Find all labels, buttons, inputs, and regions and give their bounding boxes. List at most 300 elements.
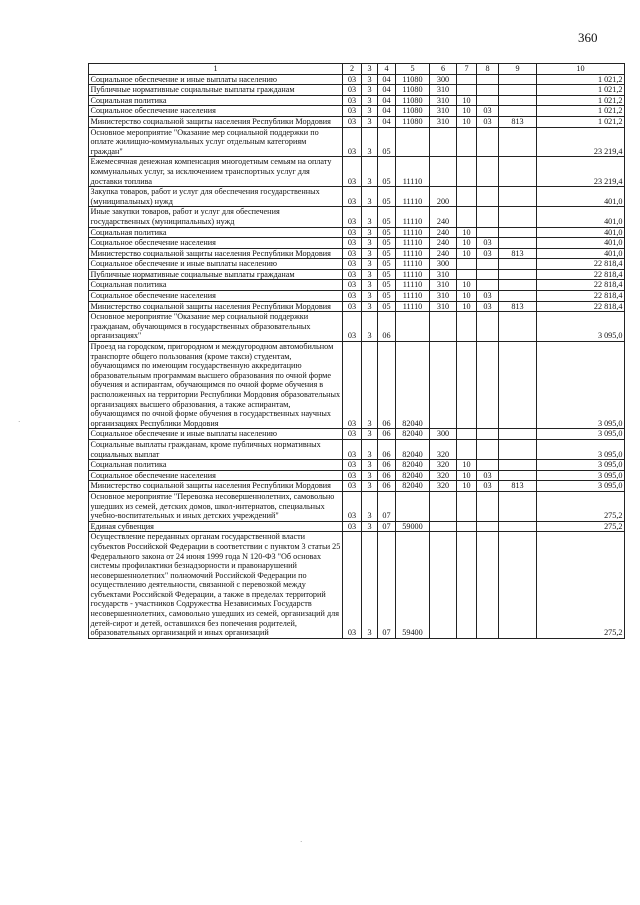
row-code-cell — [396, 127, 430, 157]
row-name-cell: Публичные нормативные социальные выплаты гражданам — [89, 85, 343, 96]
row-code-cell: 59000 — [396, 521, 430, 532]
row-code-cell: 11110 — [396, 157, 430, 187]
row-code-cell — [457, 85, 477, 96]
row-code-cell: 3 — [362, 187, 378, 207]
row-amount-cell: 23 219,4 — [537, 127, 625, 157]
row-code-cell: 04 — [378, 106, 396, 117]
row-code-cell: 03 — [477, 116, 499, 127]
row-code-cell: 05 — [378, 187, 396, 207]
row-code-cell: 05 — [378, 207, 396, 227]
row-code-cell — [499, 470, 537, 481]
row-code-cell — [430, 342, 457, 429]
row-code-cell: 11110 — [396, 248, 430, 259]
row-code-cell: 3 — [362, 521, 378, 532]
row-code-cell: 03 — [343, 157, 362, 187]
column-header: 10 — [537, 64, 625, 75]
row-code-cell: 310 — [430, 291, 457, 302]
row-code-cell: 03 — [477, 470, 499, 481]
row-code-cell — [499, 157, 537, 187]
row-code-cell: 10 — [457, 106, 477, 117]
row-code-cell: 11080 — [396, 85, 430, 96]
row-code-cell: 11110 — [396, 301, 430, 312]
row-code-cell: 82040 — [396, 460, 430, 471]
row-code-cell: 04 — [378, 85, 396, 96]
row-amount-cell: 401,0 — [537, 227, 625, 238]
table-row — [89, 301, 625, 312]
row-code-cell — [457, 439, 477, 459]
row-code-cell: 03 — [343, 269, 362, 280]
row-code-cell: 03 — [343, 74, 362, 85]
row-code-cell: 310 — [430, 280, 457, 291]
row-code-cell: 3 — [362, 157, 378, 187]
row-code-cell: 10 — [457, 460, 477, 471]
row-code-cell: 82040 — [396, 342, 430, 429]
row-code-cell — [477, 157, 499, 187]
row-code-cell — [499, 207, 537, 227]
row-code-cell: 320 — [430, 470, 457, 481]
row-amount-cell: 3 095,0 — [537, 470, 625, 481]
row-code-cell: 07 — [378, 521, 396, 532]
row-code-cell: 11080 — [396, 106, 430, 117]
row-code-cell — [477, 342, 499, 429]
row-code-cell: 03 — [343, 187, 362, 207]
row-code-cell: 11110 — [396, 227, 430, 238]
row-code-cell — [430, 532, 457, 639]
row-name-cell: Министерство социальной защиты населения Республики Мордовия — [89, 481, 343, 492]
row-code-cell: 03 — [343, 521, 362, 532]
row-code-cell: 300 — [430, 259, 457, 270]
row-amount-cell: 1 021,2 — [537, 95, 625, 106]
table-row — [89, 95, 625, 106]
row-code-cell: 240 — [430, 248, 457, 259]
row-code-cell — [477, 491, 499, 521]
row-code-cell — [499, 74, 537, 85]
column-header: 2 — [343, 64, 362, 75]
row-name-cell: Социальное обеспечение населения — [89, 106, 343, 117]
row-code-cell: 310 — [430, 95, 457, 106]
row-code-cell: 10 — [457, 227, 477, 238]
row-code-cell: 10 — [457, 470, 477, 481]
row-code-cell: 320 — [430, 460, 457, 471]
row-code-cell: 03 — [343, 280, 362, 291]
row-code-cell: 10 — [457, 238, 477, 249]
row-code-cell — [457, 342, 477, 429]
table-body — [89, 74, 625, 638]
table-row — [89, 106, 625, 117]
row-code-cell: 3 — [362, 532, 378, 639]
row-code-cell: 813 — [499, 481, 537, 492]
row-code-cell: 200 — [430, 187, 457, 207]
row-code-cell — [499, 429, 537, 440]
scan-mark: · — [300, 838, 303, 846]
row-name-cell: Социальное обеспечение населения — [89, 470, 343, 481]
row-code-cell — [499, 280, 537, 291]
row-code-cell — [477, 127, 499, 157]
row-code-cell: 05 — [378, 291, 396, 302]
row-code-cell: 11110 — [396, 259, 430, 270]
row-code-cell — [457, 312, 477, 342]
row-code-cell — [499, 491, 537, 521]
table-row — [89, 429, 625, 440]
row-name-cell: Социальное обеспечение и иные выплаты населению — [89, 259, 343, 270]
row-code-cell: 06 — [378, 460, 396, 471]
row-code-cell: 310 — [430, 301, 457, 312]
row-code-cell: 3 — [362, 439, 378, 459]
table-row — [89, 74, 625, 85]
row-amount-cell: 3 095,0 — [537, 481, 625, 492]
row-amount-cell: 23 219,4 — [537, 157, 625, 187]
row-code-cell — [430, 157, 457, 187]
row-amount-cell: 275,2 — [537, 521, 625, 532]
row-code-cell — [499, 259, 537, 270]
row-code-cell: 03 — [477, 106, 499, 117]
row-amount-cell: 3 095,0 — [537, 429, 625, 440]
row-code-cell: 03 — [343, 248, 362, 259]
row-code-cell: 82040 — [396, 429, 430, 440]
row-code-cell: 05 — [378, 269, 396, 280]
row-code-cell: 310 — [430, 116, 457, 127]
row-code-cell: 07 — [378, 491, 396, 521]
row-code-cell — [396, 491, 430, 521]
row-code-cell: 3 — [362, 342, 378, 429]
row-code-cell — [457, 207, 477, 227]
row-code-cell: 3 — [362, 207, 378, 227]
row-code-cell: 06 — [378, 312, 396, 342]
row-amount-cell: 3 095,0 — [537, 342, 625, 429]
row-code-cell: 310 — [430, 269, 457, 280]
row-code-cell — [499, 227, 537, 238]
row-code-cell — [457, 157, 477, 187]
row-code-cell — [477, 95, 499, 106]
row-code-cell: 03 — [343, 238, 362, 249]
row-code-cell — [499, 532, 537, 639]
row-code-cell — [477, 532, 499, 639]
row-code-cell — [457, 429, 477, 440]
row-code-cell — [457, 532, 477, 639]
row-code-cell: 82040 — [396, 439, 430, 459]
row-code-cell: 03 — [343, 106, 362, 117]
row-amount-cell: 3 095,0 — [537, 312, 625, 342]
row-name-cell: Социальная политика — [89, 280, 343, 291]
table-row — [89, 481, 625, 492]
row-code-cell: 3 — [362, 74, 378, 85]
row-code-cell: 04 — [378, 95, 396, 106]
row-code-cell: 3 — [362, 301, 378, 312]
column-header: 8 — [477, 64, 499, 75]
row-code-cell: 3 — [362, 312, 378, 342]
row-code-cell: 03 — [343, 312, 362, 342]
row-code-cell: 05 — [378, 248, 396, 259]
row-name-cell: Ежемесячная денежная компенсация многодетным семьям на оплату коммунальных услуг, за исключением транспортных услуг для доставки топлива — [89, 157, 343, 187]
row-code-cell — [499, 187, 537, 207]
row-code-cell — [499, 106, 537, 117]
table-row — [89, 439, 625, 459]
row-amount-cell: 22 818,4 — [537, 280, 625, 291]
budget-table — [88, 63, 625, 639]
column-header: 5 — [396, 64, 430, 75]
row-amount-cell: 22 818,4 — [537, 259, 625, 270]
row-code-cell — [430, 491, 457, 521]
table-row — [89, 312, 625, 342]
row-amount-cell: 401,0 — [537, 248, 625, 259]
row-code-cell: 3 — [362, 470, 378, 481]
row-code-cell — [457, 187, 477, 207]
row-code-cell: 10 — [457, 95, 477, 106]
row-code-cell — [499, 312, 537, 342]
row-code-cell: 10 — [457, 116, 477, 127]
row-code-cell: 3 — [362, 481, 378, 492]
row-code-cell — [396, 312, 430, 342]
row-code-cell: 03 — [477, 291, 499, 302]
row-code-cell: 03 — [477, 238, 499, 249]
table-row — [89, 269, 625, 280]
row-code-cell — [499, 439, 537, 459]
row-code-cell: 3 — [362, 491, 378, 521]
row-code-cell — [477, 187, 499, 207]
row-amount-cell: 3 095,0 — [537, 460, 625, 471]
row-code-cell: 320 — [430, 481, 457, 492]
row-code-cell: 11110 — [396, 187, 430, 207]
table-row — [89, 342, 625, 429]
column-header: 6 — [430, 64, 457, 75]
table-row — [89, 532, 625, 639]
row-name-cell: Публичные нормативные социальные выплаты гражданам — [89, 269, 343, 280]
row-code-cell: 320 — [430, 439, 457, 459]
row-code-cell: 05 — [378, 238, 396, 249]
row-code-cell: 240 — [430, 227, 457, 238]
row-code-cell: 3 — [362, 106, 378, 117]
row-code-cell — [477, 521, 499, 532]
row-code-cell: 11110 — [396, 207, 430, 227]
row-code-cell: 03 — [343, 439, 362, 459]
row-code-cell: 11110 — [396, 291, 430, 302]
row-code-cell — [499, 521, 537, 532]
row-amount-cell: 401,0 — [537, 207, 625, 227]
row-amount-cell: 1 021,2 — [537, 106, 625, 117]
column-header: 4 — [378, 64, 396, 75]
row-name-cell: Основное мероприятие "Перевозка несовершеннолетних, самовольно ушедших из семей, детских домов, школ-интернатов, специальных учебно-воспитательных и иных детских учреждений" — [89, 491, 343, 521]
table-row — [89, 248, 625, 259]
row-name-cell: Социальная политика — [89, 227, 343, 238]
row-code-cell — [499, 269, 537, 280]
table-row — [89, 491, 625, 521]
row-code-cell — [477, 429, 499, 440]
column-header: 9 — [499, 64, 537, 75]
row-code-cell: 05 — [378, 259, 396, 270]
row-code-cell: 11080 — [396, 95, 430, 106]
column-header: 7 — [457, 64, 477, 75]
row-code-cell: 07 — [378, 532, 396, 639]
scan-mark: · — [18, 418, 21, 426]
row-code-cell: 04 — [378, 116, 396, 127]
row-code-cell — [477, 207, 499, 227]
row-name-cell: Социальная политика — [89, 95, 343, 106]
row-amount-cell: 275,2 — [537, 491, 625, 521]
row-code-cell: 03 — [343, 342, 362, 429]
row-code-cell — [457, 74, 477, 85]
row-code-cell: 03 — [477, 248, 499, 259]
row-code-cell — [499, 460, 537, 471]
row-name-cell: Закупка товаров, работ и услуг для обеспечения государственных (муниципальных) нужд — [89, 187, 343, 207]
row-code-cell — [499, 238, 537, 249]
row-amount-cell: 22 818,4 — [537, 269, 625, 280]
row-code-cell: 03 — [343, 301, 362, 312]
row-code-cell: 813 — [499, 248, 537, 259]
row-name-cell: Социальная политика — [89, 460, 343, 471]
table-row — [89, 157, 625, 187]
row-code-cell: 11110 — [396, 280, 430, 291]
row-code-cell: 03 — [343, 259, 362, 270]
row-name-cell: Социальное обеспечение и иные выплаты населению — [89, 74, 343, 85]
row-code-cell: 3 — [362, 238, 378, 249]
row-code-cell: 10 — [457, 481, 477, 492]
row-code-cell: 10 — [457, 248, 477, 259]
row-code-cell — [457, 269, 477, 280]
row-code-cell — [457, 127, 477, 157]
row-code-cell: 03 — [343, 95, 362, 106]
row-code-cell: 03 — [343, 481, 362, 492]
row-code-cell — [457, 521, 477, 532]
row-code-cell: 3 — [362, 248, 378, 259]
row-code-cell: 240 — [430, 238, 457, 249]
row-code-cell: 3 — [362, 291, 378, 302]
row-code-cell — [499, 85, 537, 96]
row-code-cell: 05 — [378, 280, 396, 291]
row-code-cell: 06 — [378, 470, 396, 481]
row-code-cell: 310 — [430, 106, 457, 117]
row-code-cell: 03 — [343, 460, 362, 471]
row-name-cell: Министерство социальной защиты населения Республики Мордовия — [89, 301, 343, 312]
table-row — [89, 187, 625, 207]
row-name-cell: Социальные выплаты гражданам, кроме публичных нормативных социальных выплат — [89, 439, 343, 459]
table-row — [89, 238, 625, 249]
row-name-cell: Социальное обеспечение населения — [89, 291, 343, 302]
table-header-row — [89, 64, 625, 75]
row-name-cell: Социальное обеспечение и иные выплаты населению — [89, 429, 343, 440]
table-row — [89, 85, 625, 96]
row-code-cell: 3 — [362, 95, 378, 106]
row-code-cell — [499, 291, 537, 302]
row-code-cell — [499, 95, 537, 106]
row-name-cell: Осуществление переданных органам государственной власти субъектов Российской Федерации в соответствии с пунктом 3 статьи 25 Федерального закона от 24 июня 1999 года N 120-ФЗ "Об основах системы профилактики безнадзорности и правонарушений несовершеннолетних" полномочий Российской Федерации по осуществлению деятельности, связанной с перевозкой между субъектами Российской Федерации, а также в пределах территорий государств - участников Содружества Независимых Государств несовершеннолетних, самовольно ушедших из семей, организаций для детей-сирот и детей, оставшихся без попечения родителей, образовательных организаций и иных организаций — [89, 532, 343, 639]
row-code-cell: 11080 — [396, 116, 430, 127]
table-row — [89, 470, 625, 481]
row-code-cell: 10 — [457, 280, 477, 291]
row-code-cell: 82040 — [396, 481, 430, 492]
row-name-cell: Иные закупки товаров, работ и услуг для обеспечения государственных (муниципальных) нужд — [89, 207, 343, 227]
table-row — [89, 227, 625, 238]
row-name-cell: Основное мероприятие "Оказание мер социальной поддержки гражданам, обучающимся в государственных образовательных организациях" — [89, 312, 343, 342]
row-code-cell: 03 — [343, 207, 362, 227]
row-name-cell: Социальное обеспечение населения — [89, 238, 343, 249]
row-code-cell: 300 — [430, 74, 457, 85]
row-code-cell: 3 — [362, 280, 378, 291]
row-code-cell: 10 — [457, 301, 477, 312]
table-row — [89, 280, 625, 291]
row-name-cell: Единая субвенция — [89, 521, 343, 532]
row-code-cell: 05 — [378, 127, 396, 157]
table-row — [89, 259, 625, 270]
row-code-cell: 240 — [430, 207, 457, 227]
row-code-cell — [477, 312, 499, 342]
row-code-cell — [430, 312, 457, 342]
row-code-cell — [477, 259, 499, 270]
row-code-cell — [477, 460, 499, 471]
row-code-cell: 03 — [343, 491, 362, 521]
row-code-cell — [430, 521, 457, 532]
row-code-cell: 3 — [362, 269, 378, 280]
row-amount-cell: 1 021,2 — [537, 116, 625, 127]
table-row — [89, 127, 625, 157]
row-code-cell: 05 — [378, 157, 396, 187]
row-code-cell — [499, 342, 537, 429]
row-code-cell: 813 — [499, 116, 537, 127]
row-name-cell: Министерство социальной защиты населения Республики Мордовия — [89, 116, 343, 127]
row-code-cell: 03 — [343, 429, 362, 440]
row-code-cell — [457, 259, 477, 270]
row-amount-cell: 1 021,2 — [537, 74, 625, 85]
row-code-cell: 3 — [362, 259, 378, 270]
row-amount-cell: 1 021,2 — [537, 85, 625, 96]
row-code-cell: 310 — [430, 85, 457, 96]
row-code-cell: 03 — [343, 116, 362, 127]
row-code-cell: 06 — [378, 342, 396, 429]
row-code-cell: 3 — [362, 460, 378, 471]
row-code-cell: 10 — [457, 291, 477, 302]
row-code-cell: 03 — [343, 291, 362, 302]
row-code-cell: 3 — [362, 429, 378, 440]
row-code-cell: 04 — [378, 74, 396, 85]
row-code-cell: 82040 — [396, 470, 430, 481]
row-code-cell: 03 — [343, 227, 362, 238]
row-code-cell: 06 — [378, 429, 396, 440]
row-code-cell: 03 — [477, 481, 499, 492]
row-name-cell: Основное мероприятие "Оказание мер социальной поддержки по оплате жилищно-коммунальных услуг отдельным категориям граждан" — [89, 127, 343, 157]
table-row — [89, 291, 625, 302]
row-name-cell: Проезд на городском, пригородном и междугородном автомобильном транспорте общего пользования (кроме такси) студентам, обучающимся по имеющим государственную аккредитацию образовательным программам высшего образования по очной форме обучения и аспирантам, обучающимся по очной форме обучения в расположенных на территории Республики Мордовия образовательных организациях высшего образования, а также аспирантам, обучающимся по очной форме обучения в государственных научных организациях Республики Мордовия — [89, 342, 343, 429]
row-code-cell: 3 — [362, 227, 378, 238]
row-code-cell — [499, 127, 537, 157]
row-code-cell — [457, 491, 477, 521]
row-code-cell: 03 — [343, 85, 362, 96]
table-row — [89, 521, 625, 532]
row-amount-cell: 275,2 — [537, 532, 625, 639]
row-code-cell: 813 — [499, 301, 537, 312]
row-code-cell: 03 — [343, 127, 362, 157]
row-amount-cell: 3 095,0 — [537, 439, 625, 459]
row-amount-cell: 401,0 — [537, 238, 625, 249]
row-code-cell — [477, 269, 499, 280]
row-amount-cell: 22 818,4 — [537, 301, 625, 312]
row-code-cell: 11110 — [396, 238, 430, 249]
row-code-cell: 3 — [362, 85, 378, 96]
page-number: 360 — [578, 30, 598, 45]
row-code-cell: 06 — [378, 481, 396, 492]
row-code-cell: 03 — [477, 301, 499, 312]
column-header: 1 — [89, 64, 343, 75]
row-code-cell: 06 — [378, 439, 396, 459]
row-code-cell — [477, 74, 499, 85]
row-code-cell: 03 — [343, 532, 362, 639]
table-row — [89, 460, 625, 471]
row-code-cell: 05 — [378, 227, 396, 238]
column-header: 3 — [362, 64, 378, 75]
row-name-cell: Министерство социальной защиты населения Республики Мордовия — [89, 248, 343, 259]
row-code-cell: 300 — [430, 429, 457, 440]
row-code-cell — [477, 85, 499, 96]
row-amount-cell: 401,0 — [537, 187, 625, 207]
row-code-cell: 11110 — [396, 269, 430, 280]
